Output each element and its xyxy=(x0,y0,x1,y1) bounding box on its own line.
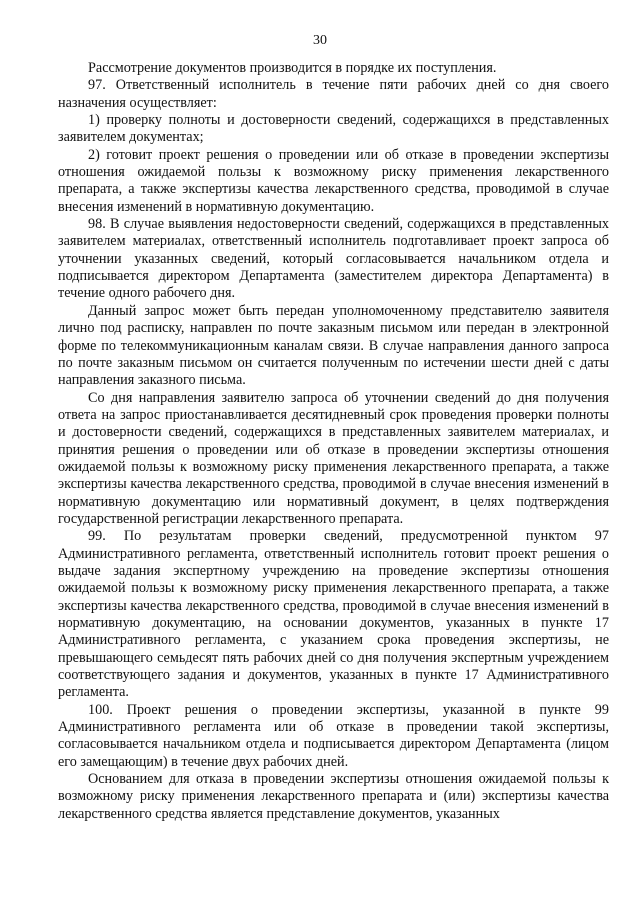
paragraph-98-suspension: Со дня направления заявителю запроса об уточнении сведений до дня получения ответа на запрос приостанавливается десятидневный срок проведения проверки полноты и достоверности сведений, содержащихся в представленных заявителем материалах, и принятия решения о проведении или об отказе в проведении экспертизы отношения ожидаемой пользы к возможному риску применения лекарственного препарата, а также экспертизы качества лекарственного средства, проводимой в случае внесения изменений в нормативную документацию или нормативный документ, в целях подтверждения государственной регистрации лекарственного препарата. xyxy=(58,389,609,527)
paragraph-97: 97. Ответственный исполнитель в течение пяти рабочих дней со дня своего назначения осуществляет: xyxy=(58,77,609,111)
page-number: 30 xyxy=(313,33,327,48)
paragraph-refusal-grounds: Основанием для отказа в проведении экспертизы отношения ожидаемой пользы к возможному риску применения лекарственного препарата и (или) экспертизы качества лекарственного средства является представление документов, указанных xyxy=(58,771,609,822)
paragraph-100: 100. Проект решения о проведении экспертизы, указанной в пункте 99 Административного регламента или об отказе в проведении такой экспертизы, согласовывается начальником отдела и подписывается директором Департамента (лицом его замещающим) в течение двух рабочих дней. xyxy=(58,701,609,770)
paragraph-98: 98. В случае выявления недостоверности сведений, содержащихся в представленных заявителем материалах, ответственный исполнитель подготавливает проект запроса об уточнении указанных сведений, который согласовывается начальником отдела и подписывается директором Департамента (заместителем директора Департамента) в течение одного рабочего дня. xyxy=(58,216,609,302)
paragraph-97-item-2: 2) готовит проект решения о проведении или об отказе в проведении экспертизы отношения ожидаемой пользы к возможному риску применения лекарственного препарата, а также экспертизы качества лекарственного средства, проводимой в случае внесения изменений в нормативную документацию. xyxy=(58,146,609,215)
paragraph-98-request: Данный запрос может быть передан уполномоченному представителю заявителя лично под расписку, направлен по почте заказным письмом или передан в электронной форме по телекоммуникационным каналам связи. В случае направления данного запроса по почте заказным письмом он считается полученным по истечении шести дней с даты направления заказного письма. xyxy=(58,302,609,389)
paragraph-99: 99. По результатам проверки сведений, предусмотренной пунктом 97 Административного регламента, ответственный исполнитель готовит проект решения о выдаче задания экспертному учреждению на проведение экспертизы отношения ожидаемой пользы к возможному риску применения лекарственного препарата, а также экспертизы качества лекарственного средства, проводимой в случае внесения изменений в нормативную документацию, на основании документов, указанных в пункте 17 Административного регламента, с указанием срока проведения экспертизы, не превышающего семьдесят пять рабочих дней со дня получения экспертным учреждением соответствующего задания и документов, указанных в пункте 17 Административного регламента. xyxy=(58,528,609,701)
paragraph-intro: Рассмотрение документов производится в порядке их поступления. xyxy=(88,60,497,76)
paragraph-97-item-1: 1) проверку полноты и достоверности сведений, содержащихся в представленных заявителем документах; xyxy=(58,112,609,146)
document-body xyxy=(58,60,609,823)
